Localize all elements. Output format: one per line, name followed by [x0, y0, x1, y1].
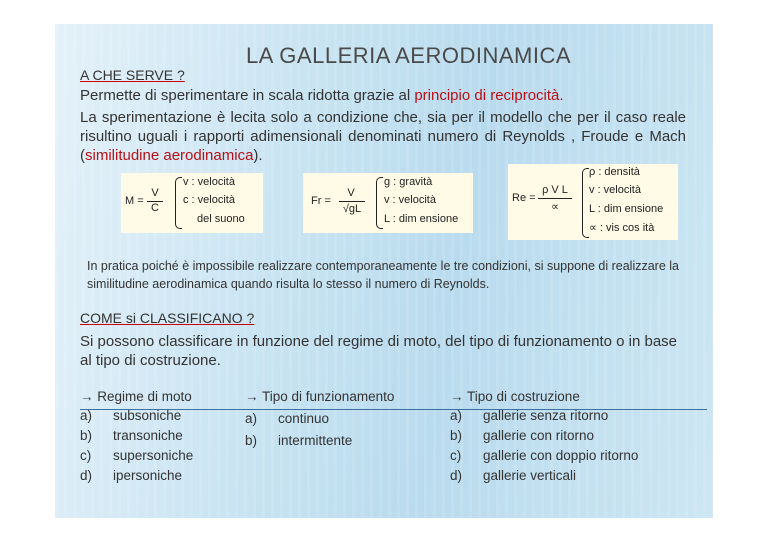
mach-denominator: C	[151, 202, 159, 214]
reynolds-fraction-bar	[538, 198, 572, 199]
slide	[55, 24, 713, 518]
column-title: Regime di moto	[97, 389, 192, 404]
purpose-paragraph-2	[80, 108, 686, 165]
list-marker: b)	[450, 428, 463, 443]
list-marker: c)	[450, 448, 462, 463]
froude-def-gravity: g : gravità	[384, 176, 433, 188]
list-item-text: supersoniche	[113, 448, 194, 463]
list-item	[80, 466, 193, 486]
column-title: Tipo di costruzione	[467, 389, 580, 404]
mach-formula	[121, 173, 263, 233]
reynolds-note: In pratica poiché è impossibile realizzare contemporaneamente le tre condizioni, si suppone di realizzare la similitudine aerodinamica quando risulta lo stesso il numero di Reynolds.	[87, 259, 679, 291]
list-marker: a)	[450, 408, 463, 423]
list-item-text: intermittente	[278, 433, 353, 448]
list-item-text: gallerie verticali	[483, 468, 577, 483]
reynolds-def-density: ρ : densità	[589, 166, 640, 178]
list-item-text: continuo	[278, 411, 330, 426]
list-item-text: gallerie con ritorno	[483, 428, 595, 443]
reynolds-def-dimension: L : dim ensione	[589, 203, 664, 215]
purpose-text: Permette di sperimentare in scala ridotta grazie al	[80, 87, 415, 104]
list-item	[80, 406, 193, 426]
column-heading	[80, 389, 193, 404]
froude-def-dimension: L : dim ensione	[384, 213, 459, 225]
purpose-paragraph-1	[80, 86, 700, 105]
mach-lhs: M =	[125, 195, 144, 207]
froude-formula	[303, 173, 473, 233]
list-marker: a)	[245, 411, 258, 426]
column-flow-regime	[80, 389, 193, 486]
list-marker: d)	[80, 468, 93, 483]
froude-numerator: V	[347, 187, 355, 199]
slide-title: LA GALLERIA AERODINAMICA	[246, 43, 572, 68]
column-heading	[450, 389, 638, 404]
reynolds-brace	[582, 168, 589, 238]
mach-numerator: V	[151, 187, 159, 199]
list-marker: c)	[80, 448, 92, 463]
list-item	[245, 430, 394, 452]
reynolds-def-velocity: v : velocità	[589, 184, 641, 196]
list-item-text: transoniche	[113, 428, 183, 443]
reynolds-numerator: ρ V L	[542, 184, 568, 196]
similitude-text: La sperimentazione è lecita solo a condizione che, sia per il modello che per il caso reale risultino uguali i rapporti adimensionali denominati numero di Reynolds , Froude e Mach (	[80, 109, 686, 164]
list-marker: a)	[80, 408, 93, 423]
froude-def-velocity: v : velocità	[384, 194, 436, 206]
list-marker: b)	[245, 433, 258, 448]
list-item	[450, 446, 638, 466]
list-item-text: ipersoniche	[113, 468, 183, 483]
list-item	[80, 446, 193, 466]
aerodynamic-similitude-highlight: similitudine aerodinamica	[85, 147, 254, 164]
mach-def-sound-velocity: c : velocità	[183, 194, 235, 206]
list-item	[450, 406, 638, 426]
reynolds-denominator: ∝	[551, 201, 559, 213]
column-construction-type	[450, 389, 638, 486]
construction-type-list	[450, 406, 638, 486]
similitude-text-end: ).	[253, 147, 263, 164]
list-item	[245, 408, 394, 430]
column-title: Tipo di funzionamento	[262, 389, 395, 404]
arrow-right-icon: →	[80, 389, 94, 404]
flow-regime-list	[80, 406, 193, 486]
arrow-right-icon: →	[245, 389, 259, 404]
mach-def-sound: del suono	[197, 213, 245, 225]
arrow-right-icon: →	[450, 389, 464, 404]
froude-fraction-bar	[339, 201, 365, 202]
operation-type-list	[245, 408, 394, 452]
froude-denominator: √gL	[342, 203, 362, 215]
list-marker: b)	[80, 428, 93, 443]
list-marker: d)	[450, 468, 463, 483]
reynolds-formula	[508, 164, 678, 240]
list-item	[80, 426, 193, 446]
classification-paragraph: Si possono classificare in funzione del regime di moto, del tipo di funzionamento o in base al tipo di costruzione.	[80, 333, 678, 369]
column-operation-type	[245, 389, 394, 452]
reynolds-def-viscosity: ∝ : vis cos ità	[589, 222, 655, 234]
list-item-text: subsoniche	[113, 408, 182, 423]
section-heading-purpose: A CHE SERVE ?	[80, 67, 185, 83]
froude-lhs: Fr =	[311, 195, 331, 207]
mach-brace	[175, 177, 182, 229]
column-heading	[245, 389, 394, 404]
reciprocity-principle-highlight: principio di reciprocità.	[414, 87, 564, 104]
reynolds-lhs: Re =	[512, 192, 536, 204]
mach-def-velocity: v : velocità	[183, 176, 235, 188]
list-item	[450, 426, 638, 446]
froude-brace	[376, 177, 383, 229]
list-item	[450, 466, 638, 486]
list-item-text: gallerie senza ritorno	[483, 408, 609, 423]
list-item-text: gallerie con doppio ritorno	[483, 448, 639, 463]
section-heading-classification: COME si CLASSIFICANO ?	[80, 310, 255, 326]
